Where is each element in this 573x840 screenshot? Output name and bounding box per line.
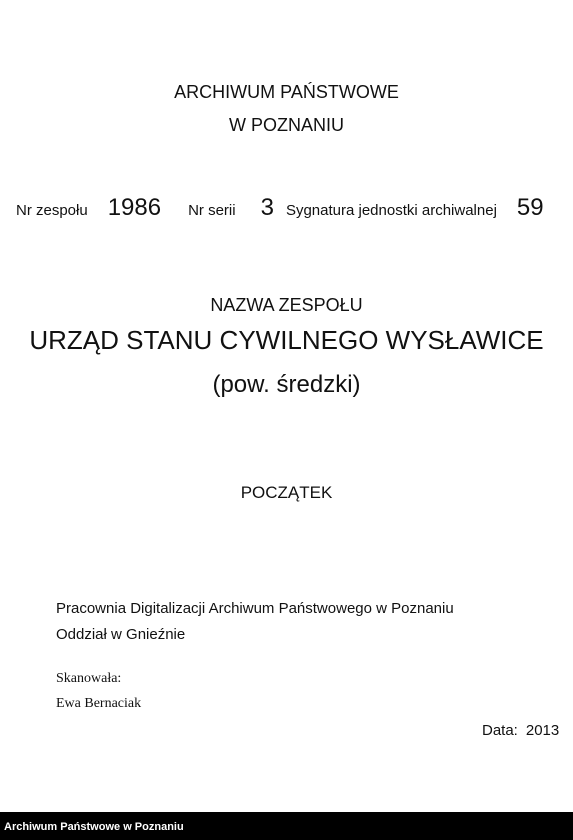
fond-name-label: NAZWA ZESPOŁU [210, 295, 363, 315]
signature-label: Sygnatura jednostki archiwalnej [285, 202, 497, 219]
identifier-row [16, 194, 544, 222]
archive-name-line2: W POZNANIU [229, 115, 344, 135]
date-value: 2013 [525, 722, 560, 739]
lab-name: Pracownia Digitalizacji Archiwum Państwowego w Poznaniu [56, 600, 454, 617]
fond-subtitle: (pow. średzki) [212, 371, 361, 398]
signature-value: 59 [516, 194, 544, 221]
series-number-value: 3 [260, 194, 274, 221]
lab-branch: Oddział w Gnieźnie [56, 626, 186, 643]
date-row [482, 722, 559, 739]
footer-text: Archiwum Państwowe w Poznaniu [4, 821, 184, 833]
archive-name-line1: ARCHIWUM PAŃSTWOWE [174, 82, 399, 102]
fond-name: URZĄD STANU CYWILNEGO WYSŁAWICE [29, 325, 544, 355]
scanned-by-name: Ewa Bernaciak [56, 696, 142, 711]
scanned-by-label: Skanowała: [56, 671, 122, 686]
fond-number-label: Nr zespołu [16, 202, 88, 219]
footer-bar [0, 812, 573, 840]
fond-number-value: 1986 [107, 194, 162, 221]
section-label: POCZĄTEK [240, 483, 333, 502]
date-label: Data: [482, 722, 518, 739]
series-number-label: Nr serii [188, 202, 236, 219]
